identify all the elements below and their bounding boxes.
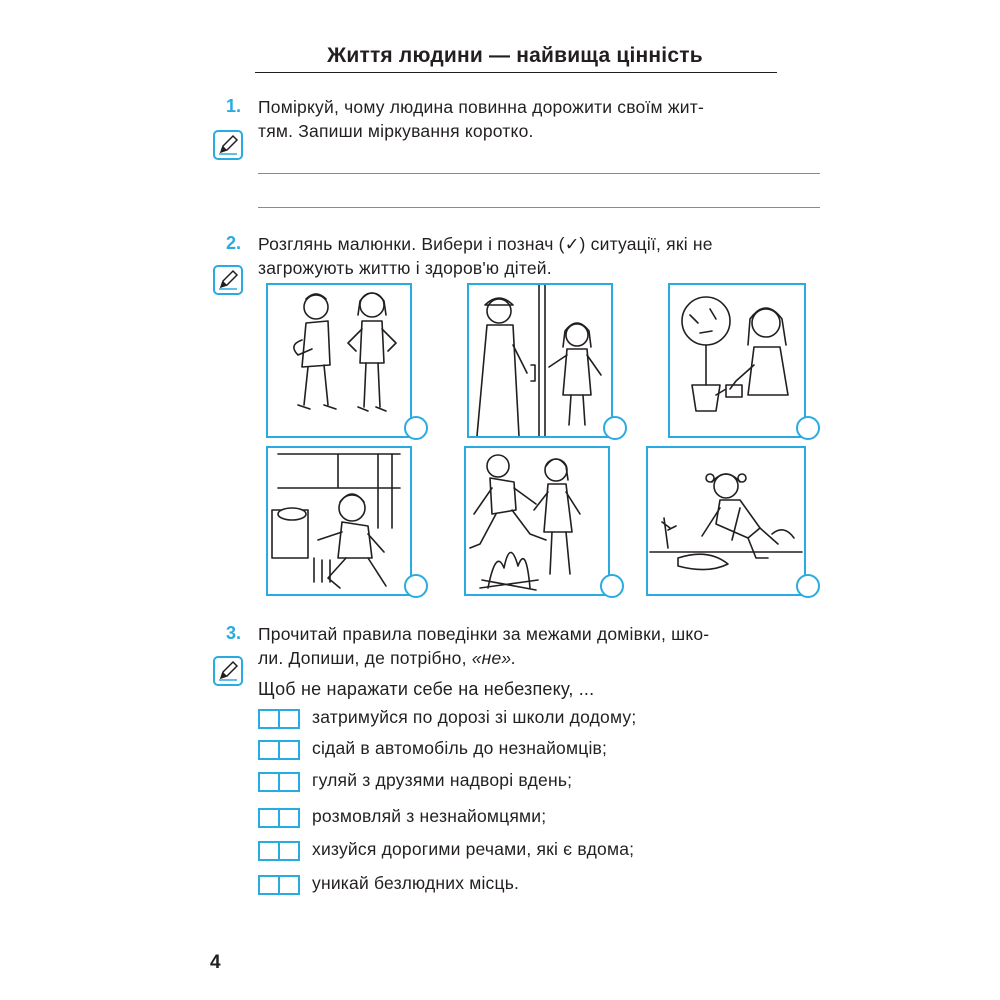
task-2-number: 2. bbox=[226, 233, 242, 253]
answer-boxes-1[interactable] bbox=[258, 709, 302, 729]
answer-boxes-3[interactable] bbox=[258, 772, 302, 792]
task-1-number: 1. bbox=[226, 96, 242, 116]
picture-child-in-kitchen bbox=[266, 446, 412, 596]
task-3-line-2 bbox=[258, 646, 709, 670]
answer-boxes-6[interactable] bbox=[258, 875, 302, 895]
rule-text-2: сідай в автомобіль до незнайомців; bbox=[312, 738, 608, 758]
task-2-text bbox=[258, 232, 713, 280]
rule-text-1: затримуйся по дорозі зі школи додому; bbox=[312, 707, 637, 727]
mark-circle-3[interactable] bbox=[796, 416, 820, 440]
task-1-text bbox=[258, 95, 704, 143]
mark-circle-2[interactable] bbox=[603, 416, 627, 440]
picture-stranger-at-door bbox=[467, 283, 613, 438]
mark-circle-6[interactable] bbox=[796, 574, 820, 598]
answer-line-1[interactable] bbox=[258, 173, 820, 174]
pencil-icon bbox=[213, 130, 243, 160]
rule-text-4: розмовляй з незнайомцями; bbox=[312, 806, 547, 826]
page-number: 4 bbox=[210, 952, 221, 973]
answer-boxes-2[interactable] bbox=[258, 740, 302, 760]
task-2-line-1: Розглянь малюнки. Вибери і познач (✓) ситуації, які не bbox=[258, 234, 713, 254]
picture-kids-stomachache bbox=[266, 283, 412, 438]
title-underline bbox=[255, 72, 777, 73]
answer-boxes-4[interactable] bbox=[258, 808, 302, 828]
mark-circle-4[interactable] bbox=[404, 574, 428, 598]
picture-girl-planting bbox=[646, 446, 806, 596]
answer-boxes-5[interactable] bbox=[258, 841, 302, 861]
picture-girl-watering-plant bbox=[668, 283, 806, 438]
mark-circle-5[interactable] bbox=[600, 574, 624, 598]
rule-text-6: уникай безлюдних місць. bbox=[312, 873, 520, 893]
picture-kids-jumping-over-fire bbox=[464, 446, 610, 596]
task-1-line-1: Поміркуй, чому людина повинна дорожити своїм жит- bbox=[258, 97, 704, 117]
answer-line-2[interactable] bbox=[258, 207, 820, 208]
task-3-text bbox=[258, 622, 709, 670]
task-3-line-2-text: ли. Допиши, де потрібно, bbox=[258, 648, 472, 668]
task-3-intro: Щоб не наражати себе на небезпеку, ... bbox=[258, 679, 595, 699]
page-title: Життя людини — найвища цінність bbox=[327, 44, 703, 67]
pencil-icon bbox=[213, 656, 243, 686]
task-3-line-1: Прочитай правила поведінки за межами домівки, шко- bbox=[258, 624, 710, 644]
task-1-line-2: тям. Запиши міркування коротко. bbox=[258, 121, 534, 141]
pencil-icon bbox=[213, 265, 243, 295]
rule-text-5: хизуйся дорогими речами, які є вдома; bbox=[312, 839, 635, 859]
task-3-number: 3. bbox=[226, 623, 242, 643]
task-3-emphasis: «не». bbox=[471, 648, 517, 668]
rule-text-3: гуляй з друзями надворі вдень; bbox=[312, 770, 573, 790]
mark-circle-1[interactable] bbox=[404, 416, 428, 440]
task-2-line-2: загрожують життю і здоров'ю дітей. bbox=[258, 258, 552, 278]
